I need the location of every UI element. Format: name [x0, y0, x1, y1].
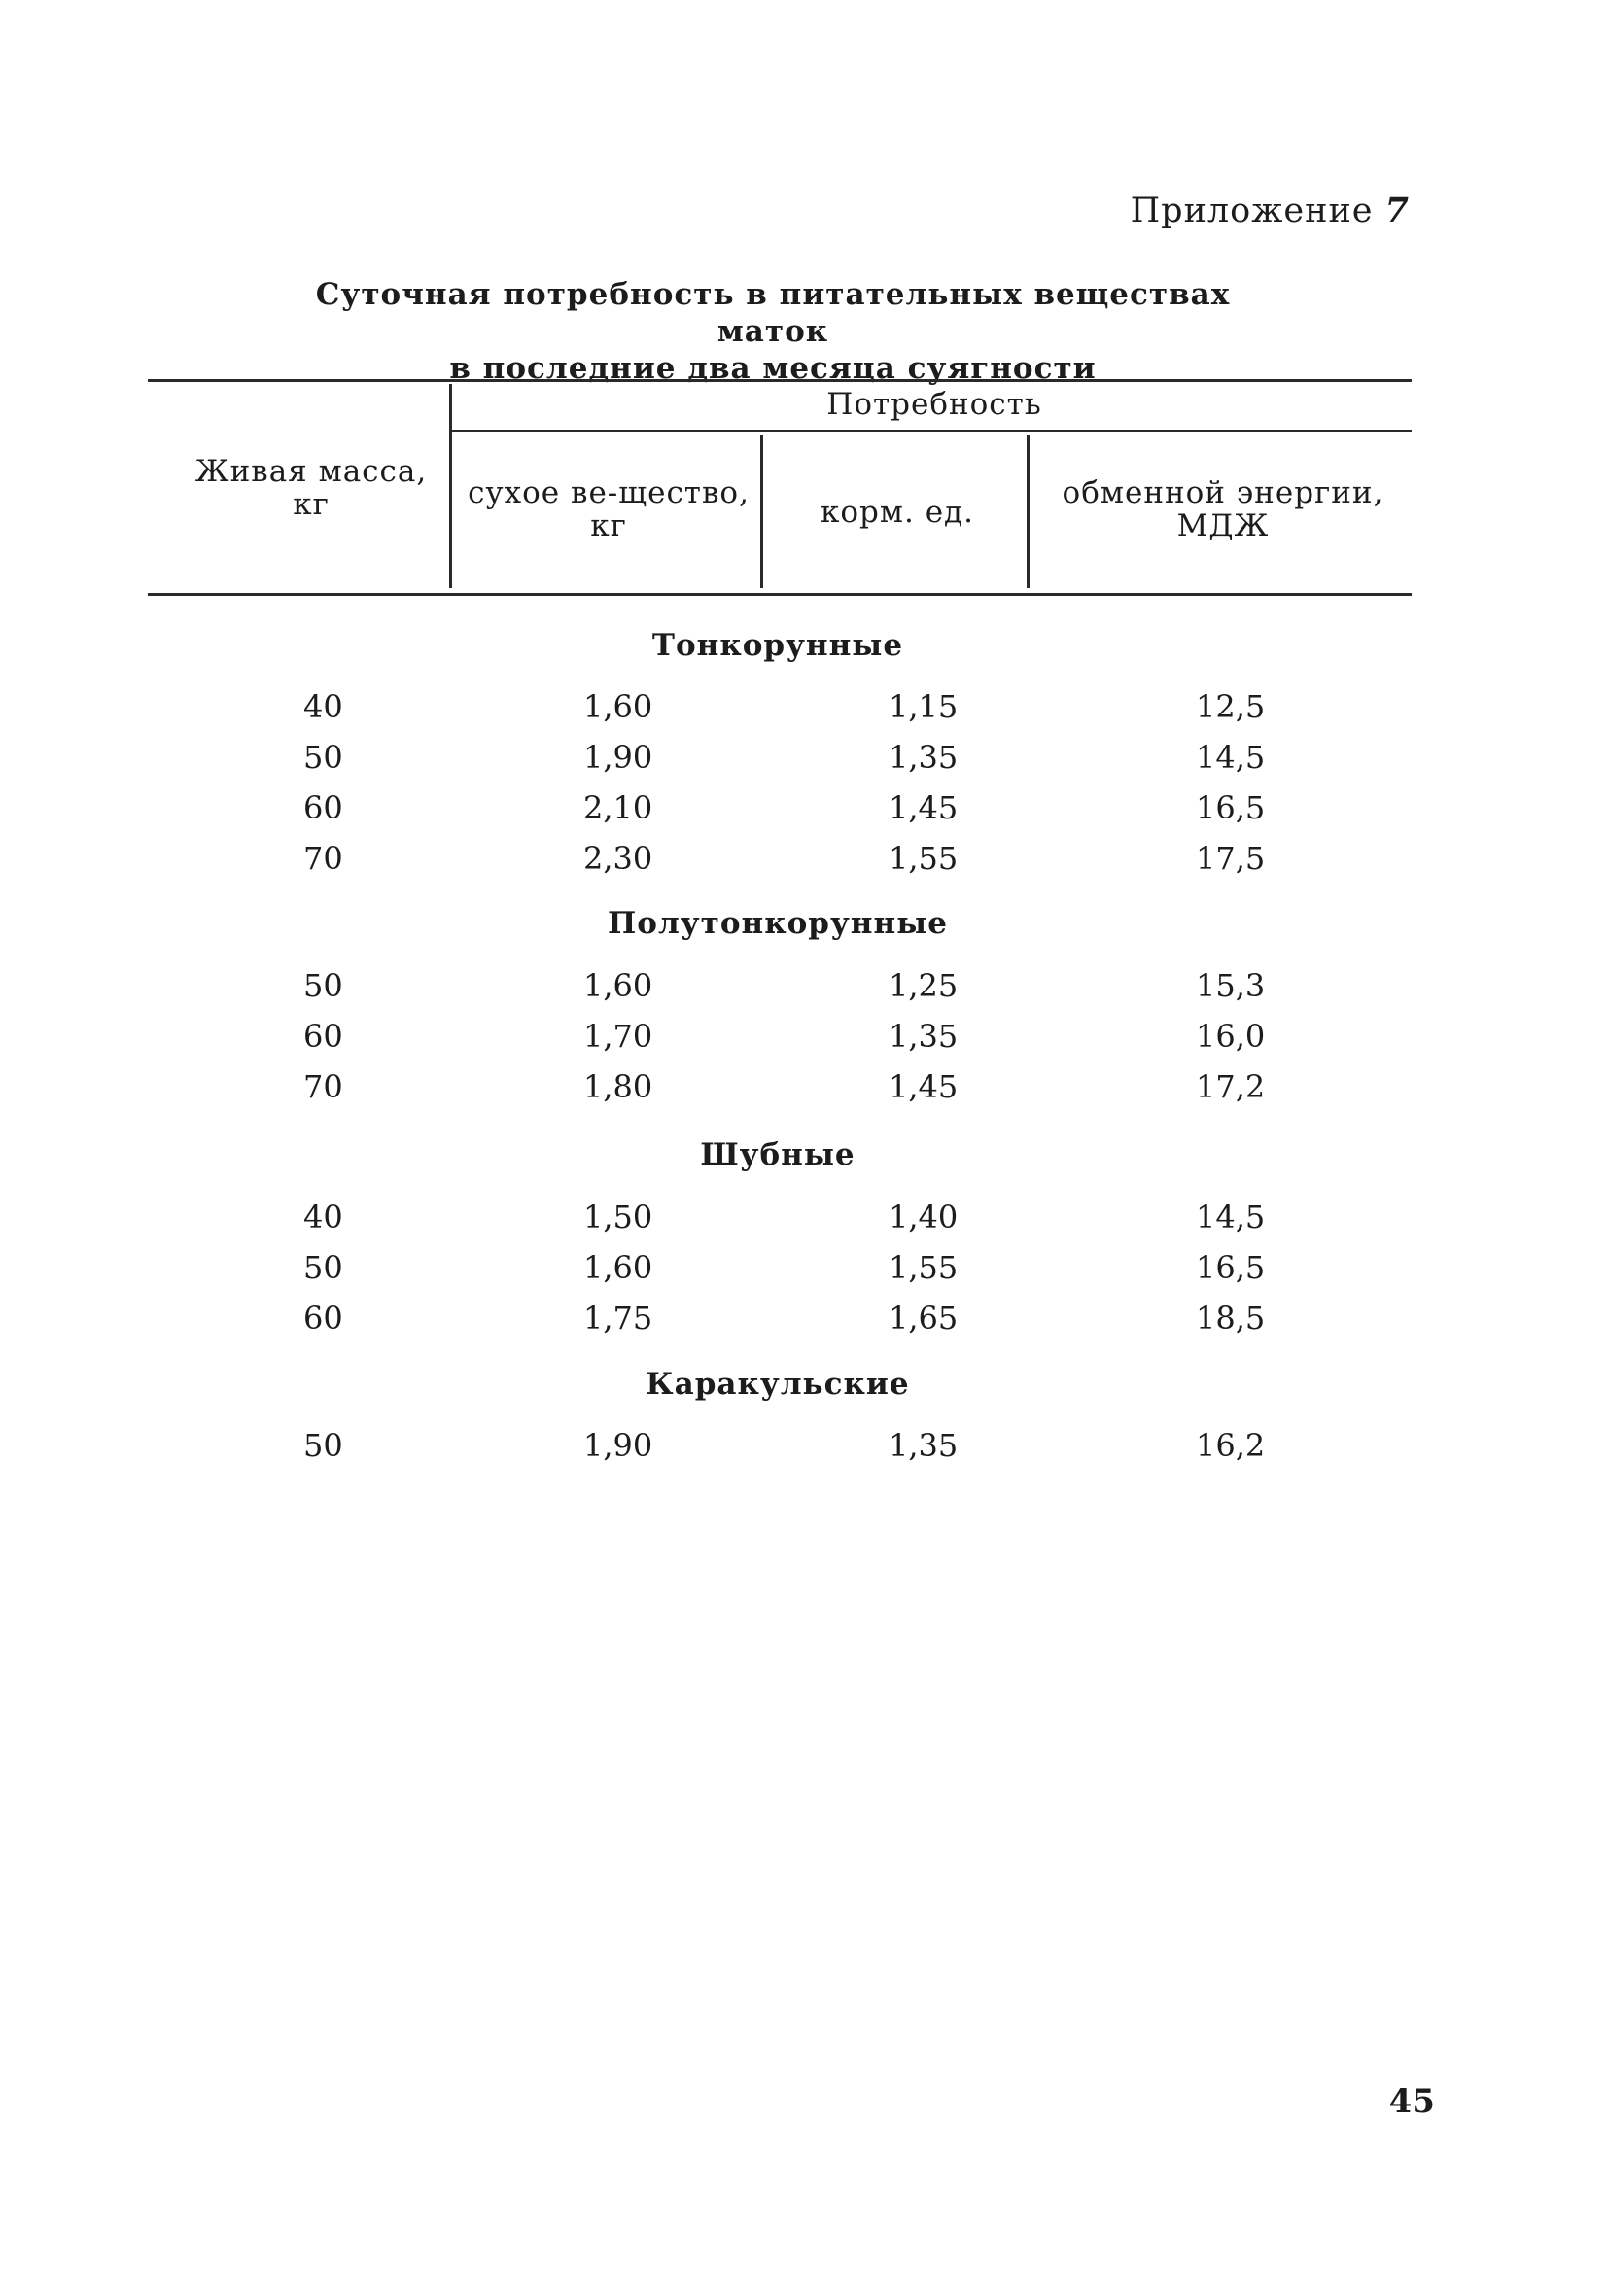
header-group-rule: [449, 430, 1412, 432]
cell-feed-units: 1,45: [889, 1068, 959, 1105]
header-dry-matter: сухое ве-щество, кг: [468, 475, 750, 543]
cell-dry-matter: 1,90: [583, 1427, 653, 1464]
table-top-rule: [148, 379, 1412, 382]
cell-live-mass: 60: [303, 789, 343, 826]
cell-metabolic-energy: 17,5: [1196, 840, 1266, 877]
table-row: [0, 840, 1608, 879]
cell-feed-units: 1,35: [889, 1018, 959, 1055]
cell-live-mass: 50: [303, 967, 343, 1004]
table-row: [0, 1427, 1608, 1466]
table-title: [292, 276, 1254, 387]
section-heading: Тонкорунные: [651, 628, 904, 663]
cell-dry-matter: 1,80: [583, 1068, 653, 1105]
table-row: [0, 1199, 1608, 1237]
cell-live-mass: 60: [303, 1300, 343, 1337]
cell-dry-matter: 1,60: [583, 688, 653, 725]
cell-metabolic-energy: 16,2: [1196, 1427, 1266, 1464]
cell-dry-matter: 1,60: [583, 1249, 653, 1286]
cell-live-mass: 70: [303, 840, 343, 877]
header-live-mass: Живая масса, кг: [194, 454, 428, 522]
page-number: 45: [1388, 2082, 1435, 2121]
title-line-2: в последние два месяца суягности: [449, 351, 1097, 386]
cell-metabolic-energy: 16,5: [1196, 789, 1266, 826]
header-requirement-group: Потребность: [826, 387, 1042, 422]
cell-live-mass: 40: [303, 688, 343, 725]
title-line-1: Суточная потребность в питательных веществах маток: [315, 277, 1231, 349]
cell-feed-units: 1,40: [889, 1199, 959, 1235]
cell-feed-units: 1,15: [889, 688, 959, 725]
appendix-text: Приложение: [1130, 191, 1374, 230]
cell-feed-units: 1,65: [889, 1300, 959, 1337]
header-divider: [1027, 435, 1030, 588]
cell-feed-units: 1,35: [889, 739, 959, 776]
cell-metabolic-energy: 17,2: [1196, 1068, 1266, 1105]
header-divider: [760, 435, 763, 588]
cell-dry-matter: 2,10: [583, 789, 653, 826]
table-row: [0, 688, 1608, 727]
cell-live-mass: 60: [303, 1018, 343, 1055]
table-row: [0, 1068, 1608, 1107]
appendix-number: 7: [1384, 191, 1410, 230]
cell-dry-matter: 1,70: [583, 1018, 653, 1055]
table-row: [0, 739, 1608, 778]
cell-feed-units: 1,45: [889, 789, 959, 826]
cell-feed-units: 1,35: [889, 1427, 959, 1464]
header-bottom-rule: [148, 593, 1412, 596]
section-heading: Шубные: [700, 1137, 856, 1172]
cell-live-mass: 50: [303, 739, 343, 776]
table-row: [0, 1249, 1608, 1288]
section-heading: Полутонкорунные: [608, 906, 948, 941]
cell-dry-matter: 1,50: [583, 1199, 653, 1235]
cell-live-mass: 50: [303, 1427, 343, 1464]
header-feed-units: корм. ед.: [821, 495, 974, 530]
cell-metabolic-energy: 14,5: [1196, 1199, 1266, 1235]
section-heading: Каракульские: [646, 1367, 910, 1402]
header-metabolic-energy: обменной энергии, МДЖ: [1062, 475, 1384, 543]
cell-live-mass: 50: [303, 1249, 343, 1286]
table-row: [0, 1018, 1608, 1057]
cell-metabolic-energy: 16,0: [1196, 1018, 1266, 1055]
table-row: [0, 967, 1608, 1006]
cell-feed-units: 1,55: [889, 1249, 959, 1286]
cell-live-mass: 40: [303, 1199, 343, 1235]
cell-feed-units: 1,55: [889, 840, 959, 877]
cell-metabolic-energy: 14,5: [1196, 739, 1266, 776]
cell-metabolic-energy: 12,5: [1196, 688, 1266, 725]
cell-dry-matter: 1,60: [583, 967, 653, 1004]
cell-dry-matter: 1,75: [583, 1300, 653, 1337]
cell-dry-matter: 1,90: [583, 739, 653, 776]
appendix-label: [1131, 191, 1410, 230]
cell-live-mass: 70: [303, 1068, 343, 1105]
header-divider: [449, 384, 452, 588]
cell-feed-units: 1,25: [889, 967, 959, 1004]
cell-metabolic-energy: 15,3: [1196, 967, 1266, 1004]
cell-metabolic-energy: 18,5: [1196, 1300, 1266, 1337]
table-row: [0, 789, 1608, 828]
cell-metabolic-energy: 16,5: [1196, 1249, 1266, 1286]
cell-dry-matter: 2,30: [583, 840, 653, 877]
table-row: [0, 1300, 1608, 1339]
